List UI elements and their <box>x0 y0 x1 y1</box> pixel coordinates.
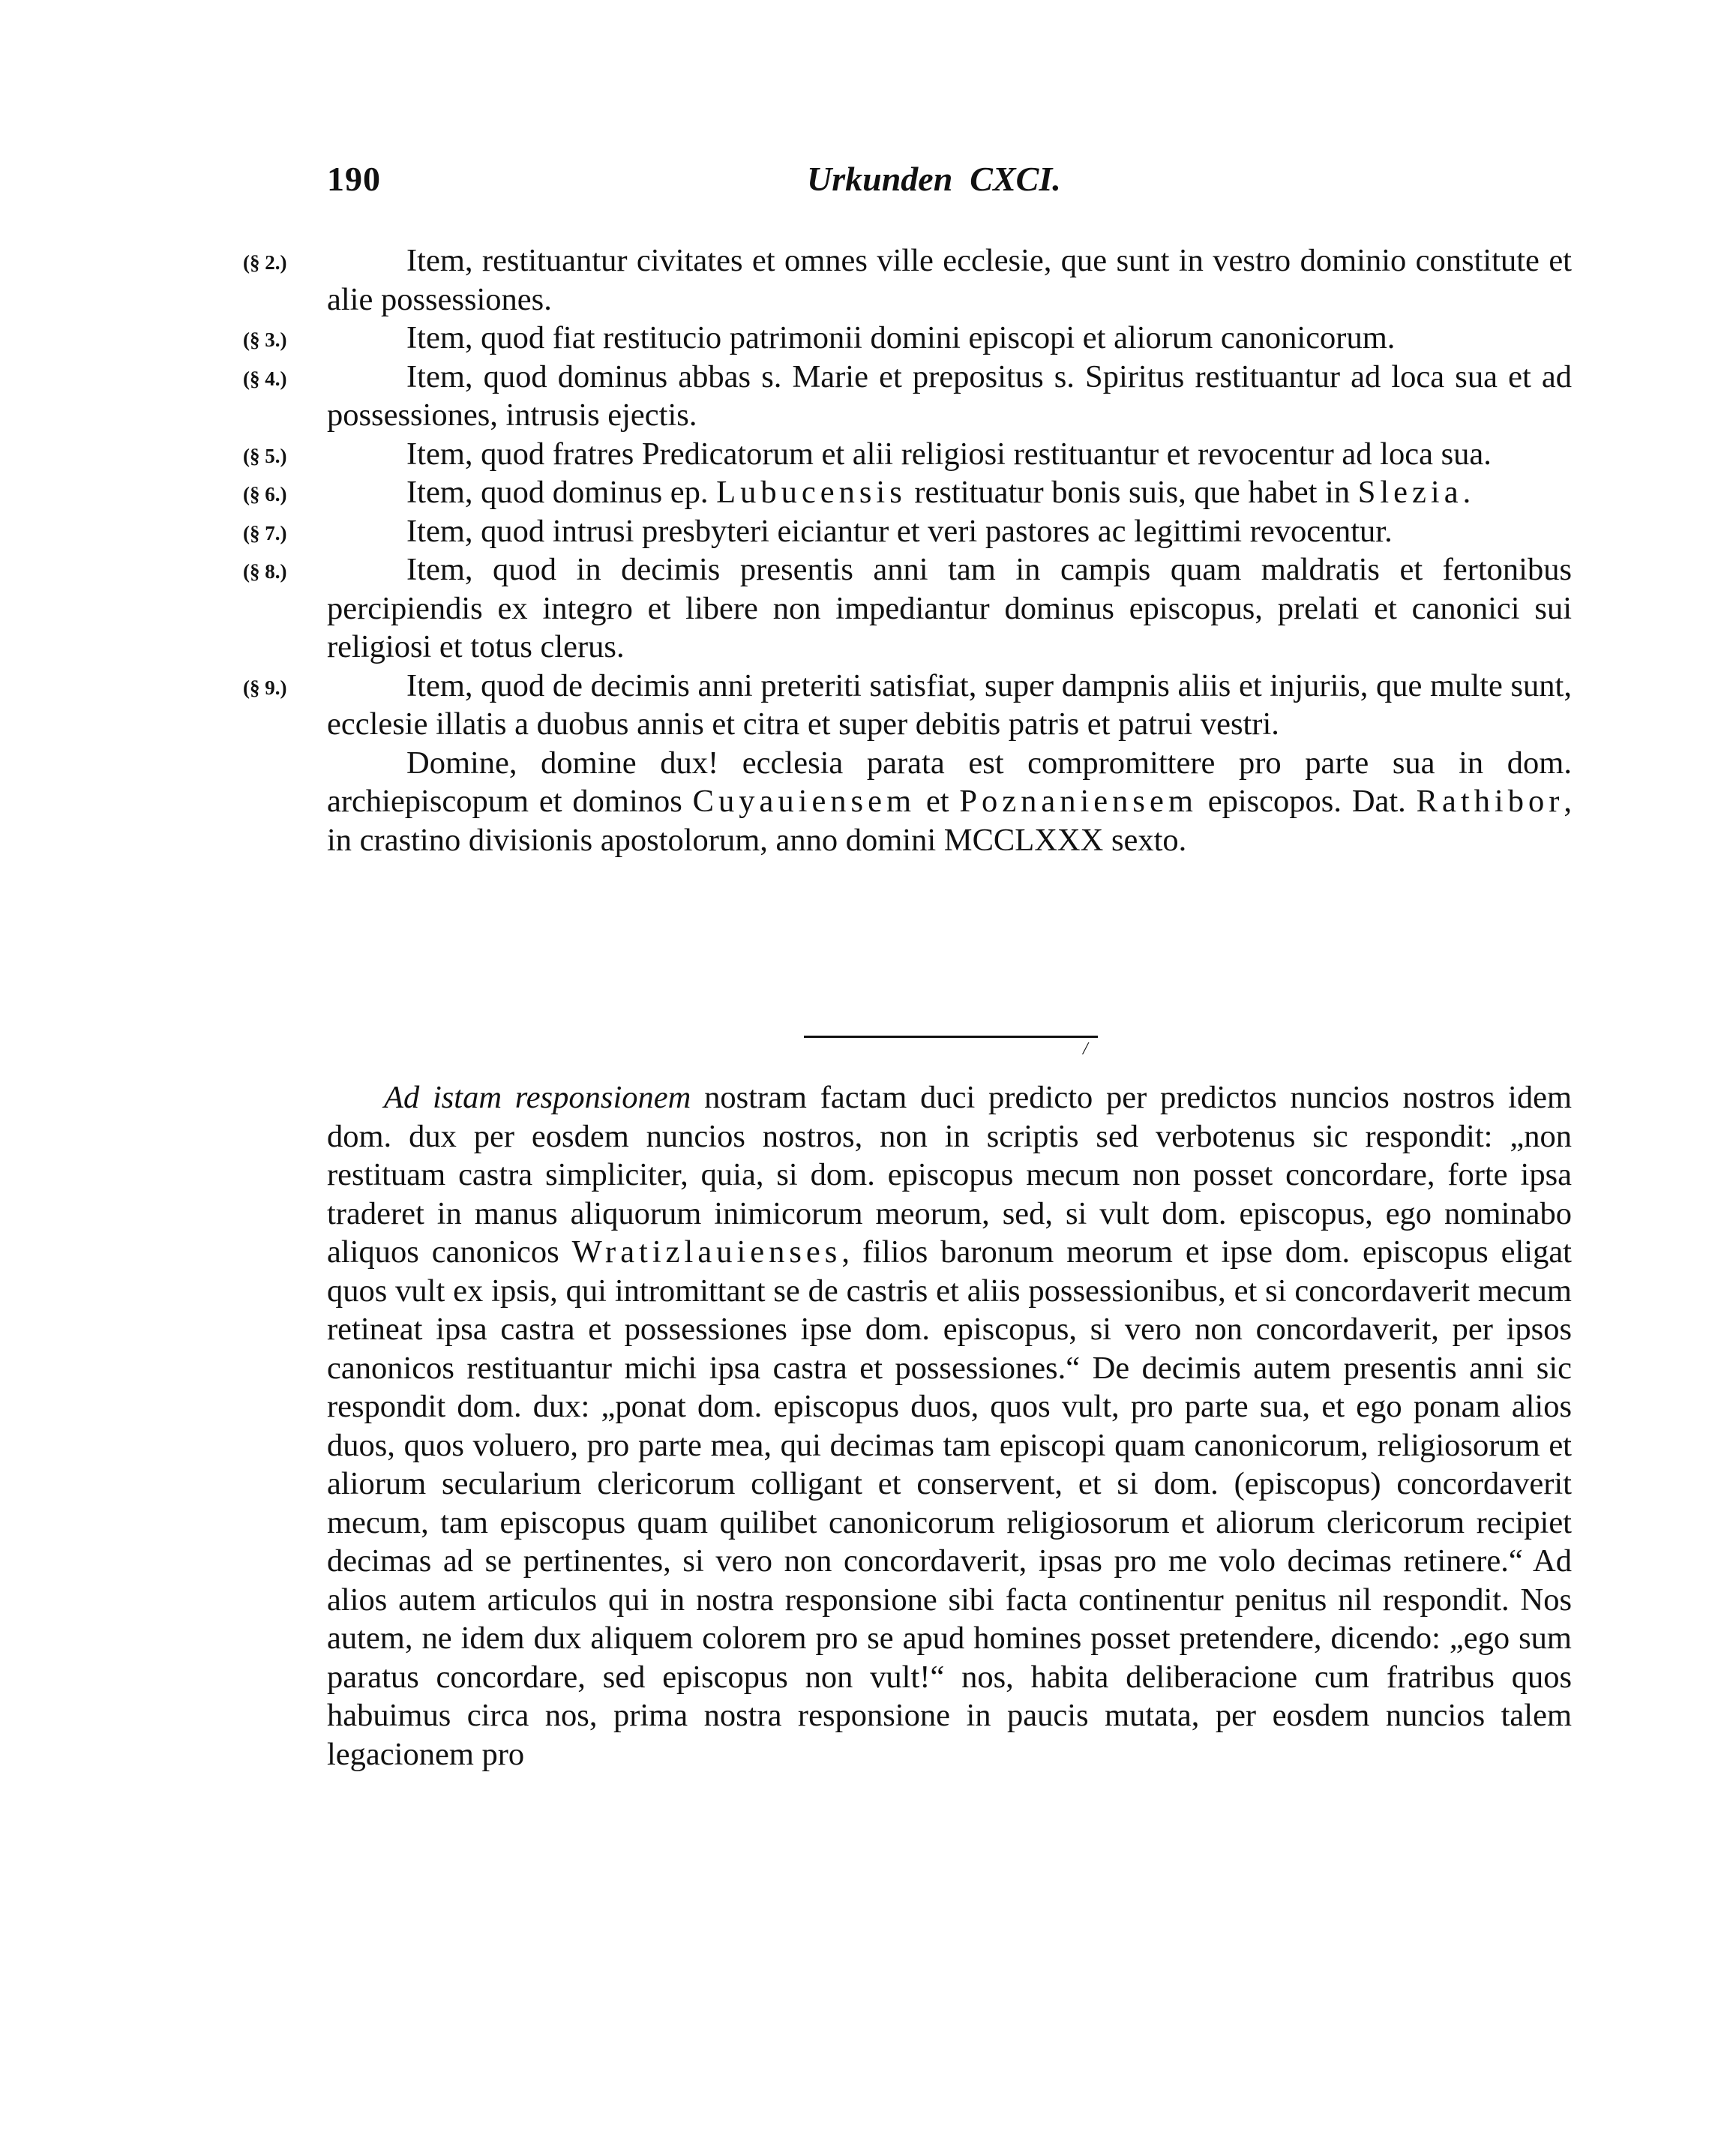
article-text: Item, quod fratres Predicatorum et alii religiosi restituantur et revocentur ad loca sua. <box>406 436 1492 472</box>
closing-text: et <box>916 784 960 819</box>
narrative-paragraph <box>327 1078 1572 1774</box>
article-paragraph <box>243 358 1572 435</box>
closing-text: Domine, domine dux! ecclesia parata est compromittere pro parte sua in dom. archiepiscopum et dominos <box>327 745 1572 819</box>
article-paragraph <box>243 435 1572 474</box>
article-text: restituatur bonis suis, que habet in <box>906 475 1358 510</box>
articles-list <box>243 241 1573 859</box>
article-paragraph <box>243 550 1572 667</box>
article-paragraph <box>243 473 1572 512</box>
article-number: (§ 7.) <box>243 521 287 544</box>
dating-clause: Dat. <box>1351 784 1417 819</box>
article-number: (§ 3.) <box>243 328 287 351</box>
place-name: Rathibor <box>1416 784 1564 819</box>
article-text: Item, restituantur civitates et omnes ville ecclesie, que sunt in vestro dominio constitute et alie possessiones. <box>327 243 1572 317</box>
article-paragraph <box>243 319 1572 358</box>
article-text: Item, quod dominus ep. <box>406 475 717 510</box>
article-number: (§ 5.) <box>243 444 287 467</box>
divider-mark: / <box>1083 1039 1088 1059</box>
article-number: (§ 8.) <box>243 560 287 583</box>
closing-text: episcopos. <box>1197 784 1342 819</box>
place-name: Wratizlauienses <box>571 1234 842 1270</box>
article-text: Item, quod in decimis presentis anni tam in campis quam maldratis et fertonibus percipiendis ex integro et libere non impediantur dominus episcopus, prelati et canonici sui religiosi et totus clerus. <box>327 552 1572 664</box>
article-paragraph <box>243 512 1572 551</box>
article-number: (§ 6.) <box>243 483 287 505</box>
running-head-title: Urkunden CXCI. <box>807 160 1061 198</box>
narrative-section <box>327 1078 1572 1774</box>
closing-paragraph <box>327 744 1572 860</box>
article-paragraph <box>243 667 1572 744</box>
narrative-text: , filios baronum meorum et ipse dom. episcopus eligat quos vult ex ipsis, qui intromittant se de castris et aliis possessionibus, et si concordaverit mecum retineat ipsa castra et possessiones ipse dom. episcopus, si vero non concordaverit, per ipsos canonicos restituantur michi ipsa castra et possessiones.“ De decimis autem presentis anni sic respondit dom. dux: „ponat dom. episcopus duos, quos vult, pro parte sua, et ego ponam alios duos, quos voluero, pro parte mea, qui decimas tam episcopi quam canonicorum, religiosorum et aliorum secularium clericorum colligant et conservent, et si dom. (episcopus) concordaverit mecum, tam episcopus quam quilibet canonicorum religiosorum et aliorum clericorum recipiet decimas ad se pertinentes, si vero non concordaverit, ipsas pro me volo decimas retinere.“ Ad alios autem articulos qui in nostra responsione sibi facta continentur penitus nil respondit. Nos autem, ne idem dux aliquem colorem pro se apud homines posset pretendere, dicendo: „ego sum paratus concordare, sed episcopus non vult!“ nos, habita deliberacione cum fratribus quos habuimus circa nos, prima nostra responsione in paucis mutata, per eosdem nuncios talem legacionem pro <box>327 1234 1572 1772</box>
article-text: . <box>1462 475 1471 510</box>
place-name: Slezia <box>1357 475 1463 510</box>
article-text: Item, quod fiat restitucio patrimonii domini episcopi et aliorum canonicorum. <box>406 320 1396 355</box>
place-name: Lubucensis <box>716 475 907 510</box>
dating-clause: , in crastino divisionis apostolorum, anno domini MCCLXXX sexto. <box>327 784 1573 858</box>
section-divider <box>804 1036 1098 1038</box>
narrative-lead: Ad istam responsionem <box>384 1080 691 1115</box>
article-number: (§ 9.) <box>243 676 287 699</box>
running-head <box>327 159 1572 211</box>
article-number: (§ 4.) <box>243 367 287 390</box>
article-paragraph <box>243 241 1572 319</box>
page-number: 190 <box>327 160 381 198</box>
place-name: Poznaniensem <box>959 784 1198 819</box>
place-name: Cuyauiensem <box>692 784 916 819</box>
article-text: Item, quod intrusi presbyteri eiciantur et veri pastores ac legittimi revocentur. <box>406 513 1393 549</box>
article-text: Item, quod dominus abbas s. Marie et prepositus s. Spiritus restituantur ad loca sua et ad possessiones, intrusis ejectis. <box>327 358 1572 433</box>
article-text: Item, quod de decimis anni preteriti satisfiat, super dampnis aliis et injuriis, que multe sunt, ecclesie illatis a duobus annis et citra et super debitis patris et patrui vestri. <box>327 667 1572 742</box>
narrative-text: nostram factam duci predicto per predictos nuncios nostros idem dom. dux per eosdem nuncios nostros, non in scriptis sed verbotenus sic respondit: „non restituam castra simpliciter, quia, si dom. episcopus mecum non posset concordare, forte ipsa traderet in manus aliquorum inimicorum meorum, sed, si vult dom. episcopus, ego nominabo aliquos canonicos <box>327 1080 1573 1270</box>
article-number: (§ 2.) <box>243 251 287 274</box>
